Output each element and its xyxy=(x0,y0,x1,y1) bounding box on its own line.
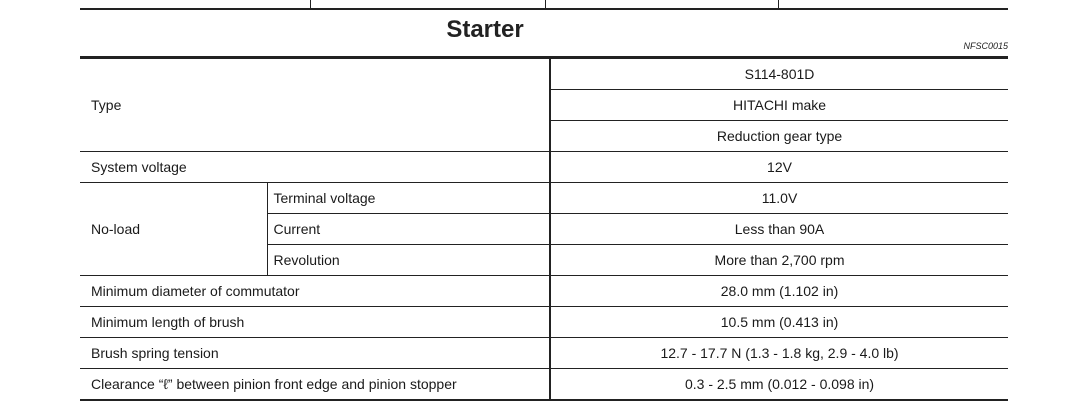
spec-label: Clearance “ℓ” between pinion front edge and pinion stopper xyxy=(80,369,550,401)
no-load-value: More than 2,700 rpm xyxy=(550,245,1008,276)
section-title: Starter xyxy=(446,16,524,43)
no-load-sub-label: Revolution xyxy=(267,245,550,276)
table-row xyxy=(80,307,1008,338)
no-load-label: No-load xyxy=(80,183,267,276)
table-row xyxy=(80,369,1008,401)
system-voltage-value: 12V xyxy=(550,152,1008,183)
type-label: Type xyxy=(80,58,550,152)
spec-label: Minimum diameter of commutator xyxy=(80,276,550,307)
type-value: HITACHI make xyxy=(550,90,1008,121)
previous-table-divider xyxy=(310,0,311,8)
table-row xyxy=(80,338,1008,369)
table-row xyxy=(80,152,1008,183)
no-load-value: Less than 90A xyxy=(550,214,1008,245)
reference-code: NFSC0015 xyxy=(963,41,1008,51)
no-load-sub-label: Terminal voltage xyxy=(267,183,550,214)
spec-value: 0.3 - 2.5 mm (0.012 - 0.098 in) xyxy=(550,369,1008,401)
type-value: Reduction gear type xyxy=(550,121,1008,152)
table-row xyxy=(80,183,1008,214)
spec-label: Brush spring tension xyxy=(80,338,550,369)
no-load-sub-label: Current xyxy=(267,214,550,245)
previous-table-divider xyxy=(545,0,546,8)
starter-spec-table xyxy=(80,56,1008,401)
no-load-value: 11.0V xyxy=(550,183,1008,214)
spec-value: 10.5 mm (0.413 in) xyxy=(550,307,1008,338)
previous-table-divider xyxy=(778,0,779,8)
table-row xyxy=(80,276,1008,307)
spec-label: Minimum length of brush xyxy=(80,307,550,338)
table-row xyxy=(80,58,1008,90)
type-value: S114-801D xyxy=(550,58,1008,90)
system-voltage-label: System voltage xyxy=(80,152,550,183)
previous-table-bottom xyxy=(80,0,1008,10)
spec-value: 12.7 - 17.7 N (1.3 - 1.8 kg, 2.9 - 4.0 lb) xyxy=(550,338,1008,369)
spec-value: 28.0 mm (1.102 in) xyxy=(550,276,1008,307)
